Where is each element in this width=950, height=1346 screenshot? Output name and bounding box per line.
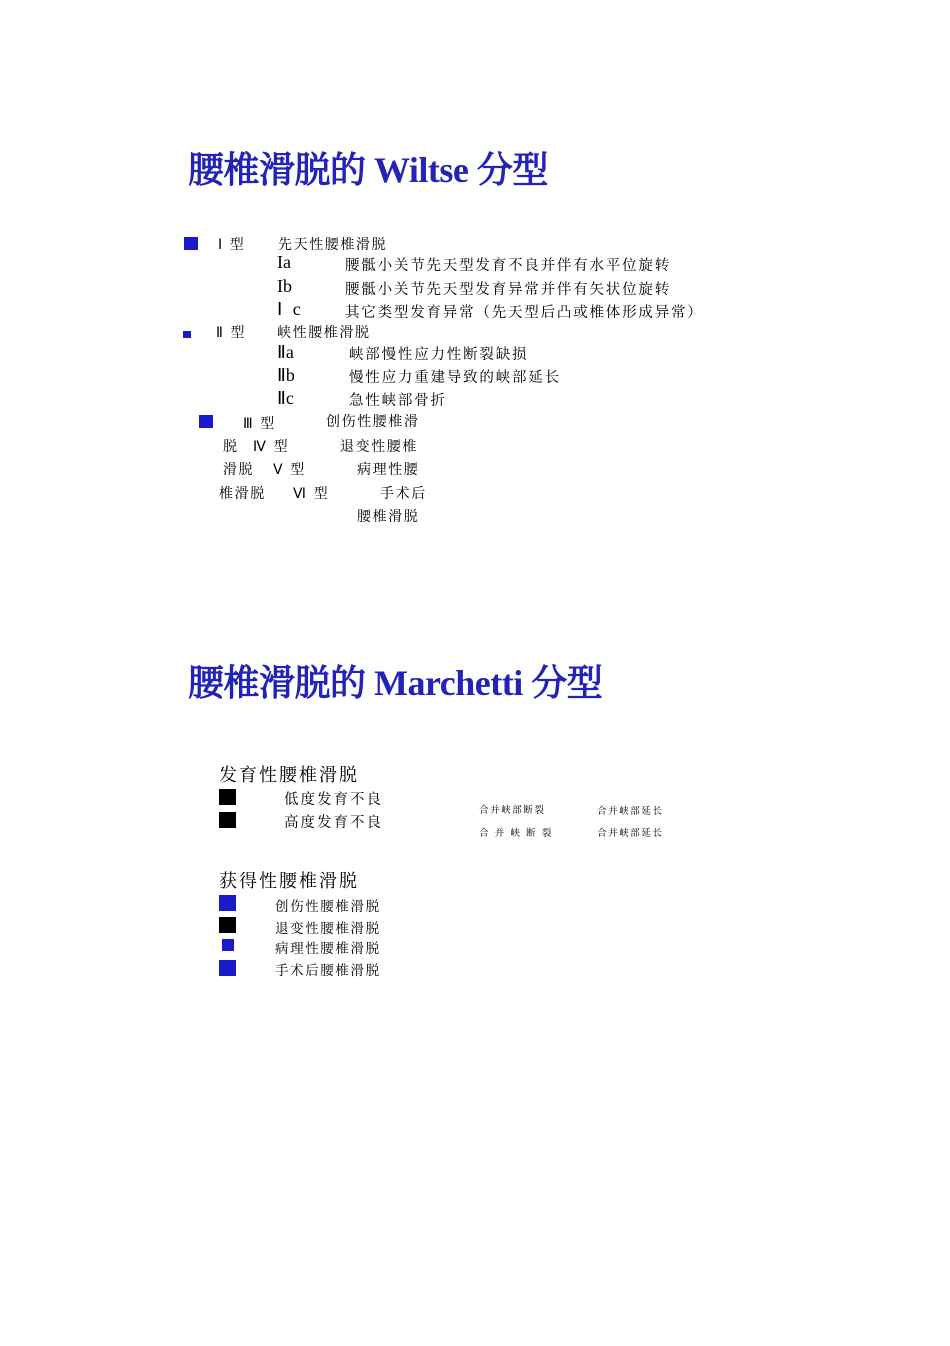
bullet-square-icon (219, 789, 236, 805)
acquired-heading: 获得性腰椎滑脱 (219, 871, 359, 892)
bullet-square-icon (222, 939, 234, 951)
wiltse-text-line: 滑脱 (223, 462, 255, 478)
wiltse-2c-desc: 急性峡部骨折 (349, 393, 447, 409)
wiltse-type3-label: Ⅲ 型 (243, 416, 276, 432)
wiltse-type2-label: Ⅱ 型 (216, 325, 247, 341)
wiltse-1a-desc: 腰骶小关节先天型发育不良并伴有水平位旋转 (345, 258, 671, 274)
wiltse-1c-desc: 其它类型发育异常（先天型后凸或椎体形成异常） (345, 305, 704, 321)
wiltse-text-line: 创伤性腰椎滑 (326, 414, 420, 430)
acquired-item: 创伤性腰椎滑脱 (275, 899, 381, 915)
wiltse-2a-code: Ⅱa (277, 342, 294, 362)
developmental-note: 合 并 峡 断 裂 (479, 828, 553, 839)
wiltse-2c-code: Ⅱc (277, 388, 294, 408)
bullet-square-icon (219, 917, 236, 933)
marchetti-title: 腰椎滑脱的 Marchetti 分型 (188, 663, 603, 703)
bullet-square-icon (219, 895, 236, 911)
wiltse-1b-code: Ib (277, 276, 292, 296)
wiltse-text-line: 腰椎滑脱 (357, 509, 420, 525)
wiltse-type2-desc: 峡性腰椎滑脱 (277, 325, 371, 341)
wiltse-type4-label: Ⅳ 型 (253, 439, 290, 455)
bullet-square-icon (219, 812, 236, 828)
bullet-square-icon (219, 960, 236, 976)
acquired-item: 退变性腰椎滑脱 (275, 921, 381, 937)
wiltse-text-line: 椎滑脱 (219, 486, 266, 502)
wiltse-type1-desc: 先天性腰椎滑脱 (278, 237, 388, 253)
wiltse-text-line: 脱 (223, 439, 239, 455)
wiltse-type5-label: Ⅴ 型 (273, 462, 306, 478)
bullet-square-icon (184, 237, 198, 250)
wiltse-text-line: 手术后 (380, 486, 427, 502)
developmental-note: 合并峡部断裂 (479, 805, 546, 816)
developmental-item: 低度发育不良 (284, 792, 383, 808)
bullet-square-icon (199, 415, 213, 428)
wiltse-1b-desc: 腰骶小关节先天型发育异常并伴有矢状位旋转 (345, 282, 671, 298)
developmental-item: 高度发育不良 (284, 815, 383, 831)
wiltse-2b-code: Ⅱb (277, 365, 295, 385)
wiltse-text-line: 退变性腰椎 (340, 439, 418, 455)
acquired-item: 手术后腰椎滑脱 (275, 963, 381, 979)
wiltse-1c-code: Ⅰ c (277, 299, 301, 319)
developmental-note: 合并峡部延长 (597, 806, 664, 817)
wiltse-title: 腰椎滑脱的 Wiltse 分型 (188, 150, 548, 190)
wiltse-2b-desc: 慢性应力重建导致的峡部延长 (349, 370, 561, 386)
wiltse-text-line: 病理性腰 (357, 462, 420, 478)
bullet-square-icon (183, 331, 191, 338)
wiltse-1a-code: Ia (277, 252, 291, 272)
wiltse-2a-desc: 峡部慢性应力性断裂缺损 (349, 347, 529, 363)
wiltse-type1-label: Ⅰ 型 (218, 237, 246, 253)
developmental-heading: 发育性腰椎滑脱 (219, 765, 359, 786)
acquired-item: 病理性腰椎滑脱 (275, 941, 381, 957)
developmental-note: 合并峡部延长 (597, 828, 664, 839)
wiltse-type6-label: Ⅵ 型 (293, 486, 330, 502)
